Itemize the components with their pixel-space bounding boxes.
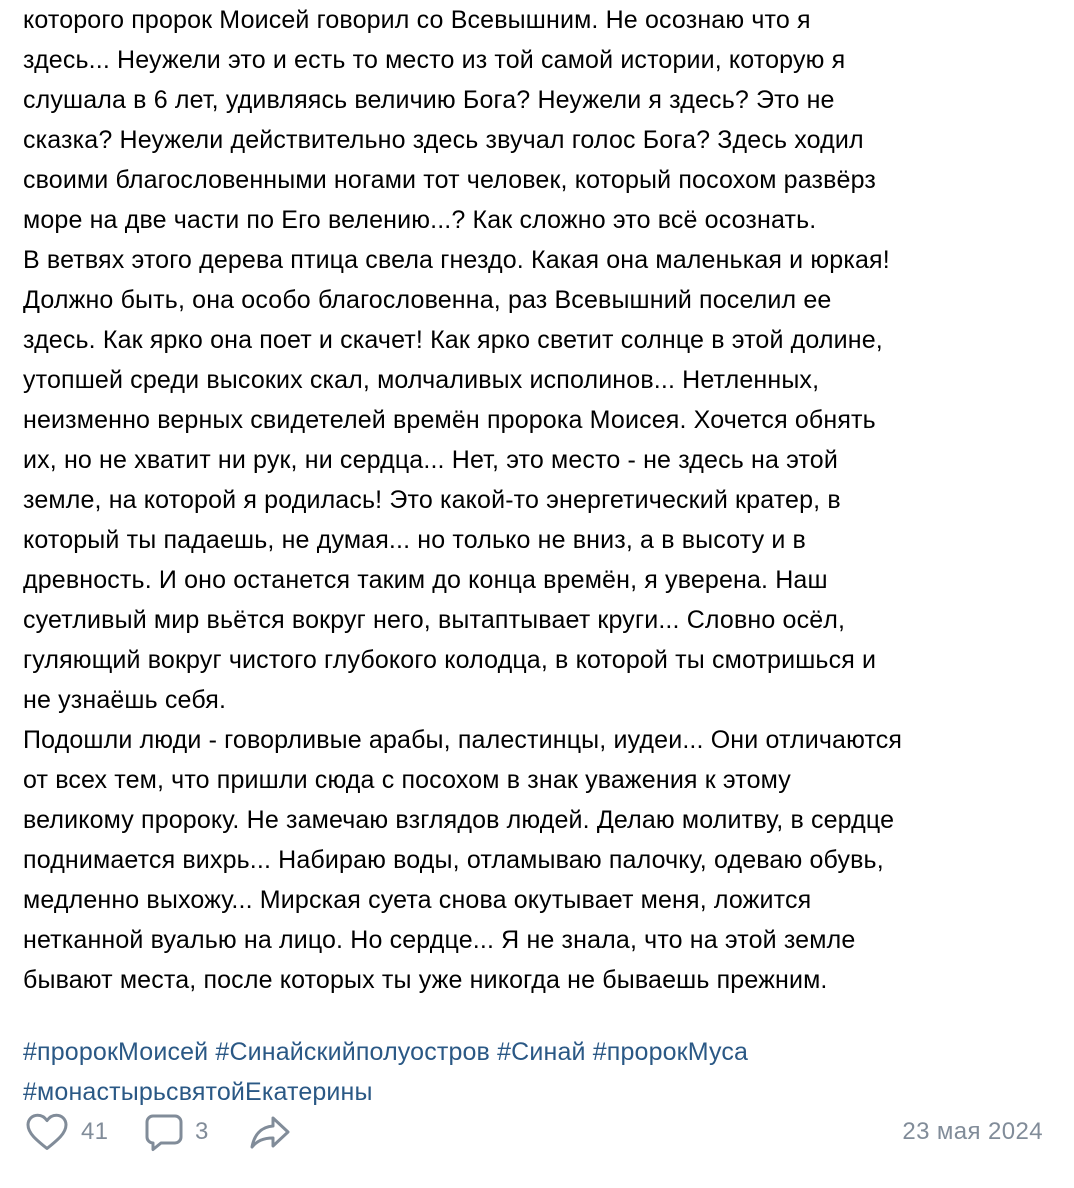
post-text-line: гуляющий вокруг чистого глубокого колодца, в которой ты смотришься и <box>23 646 877 674</box>
likes-count: 41 <box>81 1118 109 1145</box>
hashtag-line <box>23 1072 1053 1112</box>
post-text-line: море на две части по Его велению...? Как сложно это всё осознать. <box>23 206 817 234</box>
post <box>23 0 1053 1112</box>
post-text-line: Должно быть, она особо благословенна, раз Всевышний поселил ее <box>23 286 832 314</box>
post-text-line: здесь... Неужели это и есть то место из той самой истории, которую я <box>23 46 846 74</box>
post-text-line: поднимается вихрь... Набираю воды, отламываю палочку, одеваю обувь, <box>23 846 884 874</box>
post-text-line: здесь. Как ярко она поет и скачет! Как ярко светит солнце в этой долине, <box>23 326 883 354</box>
hashtag-link[interactable]: #монастырьсвятойЕкатерины <box>23 1078 373 1106</box>
share-button[interactable] <box>249 1108 291 1156</box>
hashtag-link[interactable]: #Синайскийполуостров <box>215 1038 490 1066</box>
hashtag-link[interactable]: #Синай <box>497 1038 586 1066</box>
like-button[interactable] <box>25 1108 108 1156</box>
post-text-line: не узнаёшь себя. <box>23 686 227 714</box>
post-text <box>23 0 1053 1000</box>
post-text-line: от всех тем, что пришли сюда с посохом в знак уважения к этому <box>23 766 791 794</box>
post-text-line: своими благословенными ногами тот человек, который посохом развёрз <box>23 166 876 194</box>
post-text-line: нетканной вуалью на лицо. Но сердце... Я не знала, что на этой земле <box>23 926 856 954</box>
share-icon <box>249 1112 291 1152</box>
comment-button[interactable] <box>145 1108 209 1156</box>
hashtag-link[interactable]: #пророкМоисей <box>23 1038 209 1066</box>
hashtag-link[interactable]: #пророкМуса <box>592 1038 749 1066</box>
post-text-line: земле, на которой я родилась! Это какой-то энергетический кратер, в <box>23 486 841 514</box>
post-text-line: суетливый мир вьётся вокруг него, вытаптывает круги... Словно осёл, <box>23 606 846 634</box>
post-text-line: древность. И оно останется таким до конца времён, я уверена. Наш <box>23 566 828 594</box>
hashtag-line <box>23 1032 1053 1072</box>
post-text-line: слушала в 6 лет, удивляясь величию Бога? Неужели я здесь? Это не <box>23 86 835 114</box>
comments-count: 3 <box>195 1118 209 1145</box>
post-text-line: медленно выхожу... Мирская суета снова окутывает меня, ложится <box>23 886 812 914</box>
comment-icon <box>145 1112 183 1152</box>
post-text-line: сказка? Неужели действительно здесь звучал голос Бога? Здесь ходил <box>23 126 864 154</box>
post-text-line: утопшей среди высоких скал, молчаливых исполинов... Нетленных, <box>23 366 820 394</box>
post-text-line: их, но не хватит ни рук, ни сердца... Нет, это место - не здесь на этой <box>23 446 838 474</box>
post-date[interactable]: 23 мая 2024 <box>902 1118 1043 1145</box>
post-text-line: неизменно верных свидетелей времён пророка Моисея. Хочется обнять <box>23 406 876 434</box>
hashtags <box>23 1032 1053 1112</box>
post-text-line: который ты падаешь, не думая... но только не вниз, а в высоту и в <box>23 526 806 554</box>
post-text-line: В ветвях этого дерева птица свела гнездо. Какая она маленькая и юркая! <box>23 246 890 274</box>
post-text-line: Подошли люди - говорливые арабы, палестинцы, иудеи... Они отличаются <box>23 726 903 754</box>
post-text-line: великому пророку. Не замечаю взглядов людей. Делаю молитву, в сердце <box>23 806 895 834</box>
post-text-line: которого пророк Моисей говорил со Всевышним. Не осознаю что я <box>23 6 811 34</box>
heart-icon <box>25 1112 69 1152</box>
post-footer <box>23 1108 1043 1156</box>
post-text-line: бывают места, после которых ты уже никогда не бываешь прежним. <box>23 966 828 994</box>
